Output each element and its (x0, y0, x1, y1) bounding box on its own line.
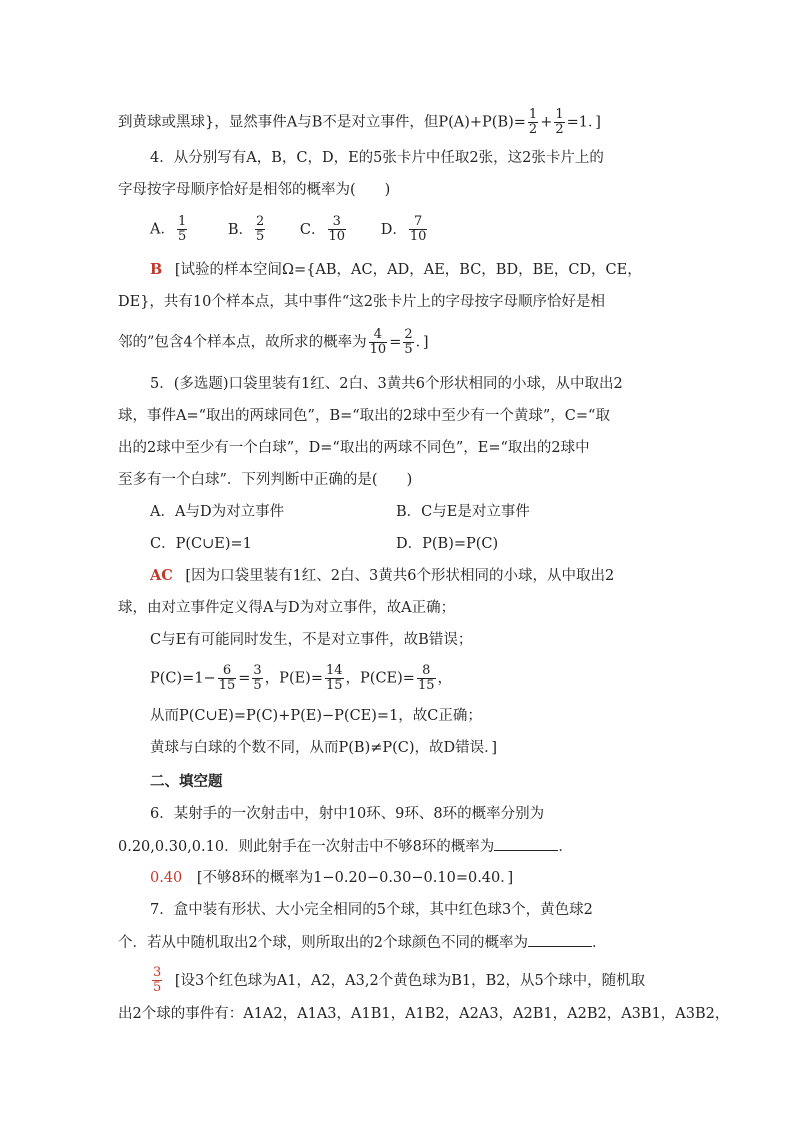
option-d-fraction: $\frac{7}{10}$ (409, 214, 427, 244)
option-c-fraction: $\frac{3}{10}$ (328, 214, 346, 244)
question-5-line-2: 球，事件A=“取出的两球同色”，B=“取出的2球中至少有一个黄球”，C=“取 (118, 408, 610, 424)
question-7-line-1: 7．盒中装有形状、大小完全相同的5个球，其中红色球3个，黄色球2 (150, 902, 593, 918)
fraction: $\frac{2}{5}$ (404, 327, 413, 357)
line-prev-answer-end: 到黄球或黑球}，显然事件A与B不是对立事件，但P(A)+P(B)= $\frac{1}{2}$ + $\frac{1}{2}$ =1．] (118, 107, 601, 137)
answer-5-line-5: 从而P(C∪E)=P(C)+P(E)−P(CE)=1，故C正确； (150, 708, 482, 724)
answer-7-line-1: $\frac{3}{5}$ [设3个红色球为A1，A2，A3,2个黄色球为B1，B2，从5个球中，随机取 (153, 965, 646, 995)
question-5-line-3: 出的2球中至少有一个白球”，D=“取出的两球不同色”，E=“取出的2球中 (118, 440, 590, 456)
question-5-option-c: C．P(C∪E)=1 (150, 536, 252, 552)
fraction: $\frac{3}{5}$ (253, 663, 262, 693)
answer-4-line-1: B [试验的样本空间Ω={AB，AC，AD，AE，BC，BD，BE，CD，CE， (150, 261, 642, 278)
question-4-options: A． $\frac{1}{5}$ B． $\frac{2}{5}$ C． $\frac{3}{10}$ D． $\frac{7}{10}$ (150, 214, 427, 244)
answer-blank (528, 932, 592, 947)
answer-7-line-2: 出2个球的事件有：A1A2，A1A3，A1B1，A1B2，A2A3，A2B1，A2B2，A3B1，A3B2， (118, 1006, 730, 1022)
answer-5-choice: AC (150, 567, 173, 584)
question-5-option-b: B．C与E是对立事件 (396, 504, 530, 520)
answer-4-line-3: 邻的”包含4个样本点，故所求的概率为 $\frac{4}{10}$ = $\frac{2}{5}$ ．] (118, 327, 429, 357)
fraction: $\frac{6}{15}$ (218, 663, 236, 693)
question-6-line-2: 0.20,0.30,0.10．则此射手在一次射击中不够8环的概率为 ． (118, 836, 573, 857)
option-a-fraction: $\frac{1}{5}$ (177, 214, 187, 244)
question-5-line-4: 至多有一个白球”．下列判断中正确的是( ) (118, 472, 413, 488)
fraction: $\frac{4}{10}$ (369, 327, 387, 357)
option-b-fraction: $\frac{2}{5}$ (256, 214, 265, 244)
answer-5-line-2: 球，由对立事件定义得A与D为对立事件，故A正确； (118, 600, 456, 616)
fraction: $\frac{1}{2}$ (555, 107, 564, 137)
answer-4-choice: B (150, 261, 163, 278)
answer-7-fraction: $\frac{3}{5}$ (153, 965, 162, 995)
answer-4-line-2: DE}，共有10个样本点，其中事件“这2张卡片上的字母按字母顺序恰好是相 (118, 294, 606, 310)
answer-blank (494, 836, 558, 851)
answer-6-line: 0.40 [不够8环的概率为1−0.20−0.30−0.10=0.40．] (150, 870, 514, 886)
answer-5-formula-line: P(C)=1− $\frac{6}{15}$ = $\frac{3}{5}$ ，P(E)= $\frac{14}{15}$ ，P(CE)= $\frac{8}{15}$ ， (150, 663, 452, 693)
question-6-line-1: 6．某射手的一次射击中，射中10环、9环、8环的概率分别为 (150, 806, 545, 822)
question-4-line-1: 4．从分别写有A，B，C，D，E的5张卡片中任取2张，这2张卡片上的 (150, 150, 604, 166)
question-5-option-a: A．A与D为对立事件 (150, 504, 285, 520)
answer-5-line-6: 黄球与白球的个数不同，从而P(B)≠P(C)，故D错误．] (150, 740, 498, 756)
answer-5-line-3: C与E有可能同时发生，不是对立事件，故B错误； (150, 632, 473, 648)
question-4-line-2: 字母按字母顺序恰好是相邻的概率为( ) (118, 182, 391, 198)
fraction: $\frac{8}{15}$ (417, 663, 435, 693)
question-5-line-1: 5．(多选题)口袋里装有1红、2白、3黄共6个形状相同的小球，从中取出2 (150, 376, 623, 392)
section-heading-fill-in: 二、填空题 (150, 773, 223, 790)
question-5-option-d: D．P(B)=P(C) (396, 536, 499, 552)
question-7-line-2: 个．若从中随机取出2个球，则所取出的2个球颜色不同的概率为 ． (118, 932, 606, 953)
fraction: $\frac{1}{2}$ (528, 107, 538, 137)
answer-5-line-1: AC [因为口袋里装有1红、2白、3黄共6个形状相同的小球，从中取出2 (150, 567, 615, 584)
fraction: $\frac{14}{15}$ (326, 663, 343, 693)
answer-6-value: 0.40 (150, 870, 183, 886)
text: 到黄球或黑球}，显然事件A与B不是对立事件，但P(A)+P(B)= (118, 114, 526, 131)
